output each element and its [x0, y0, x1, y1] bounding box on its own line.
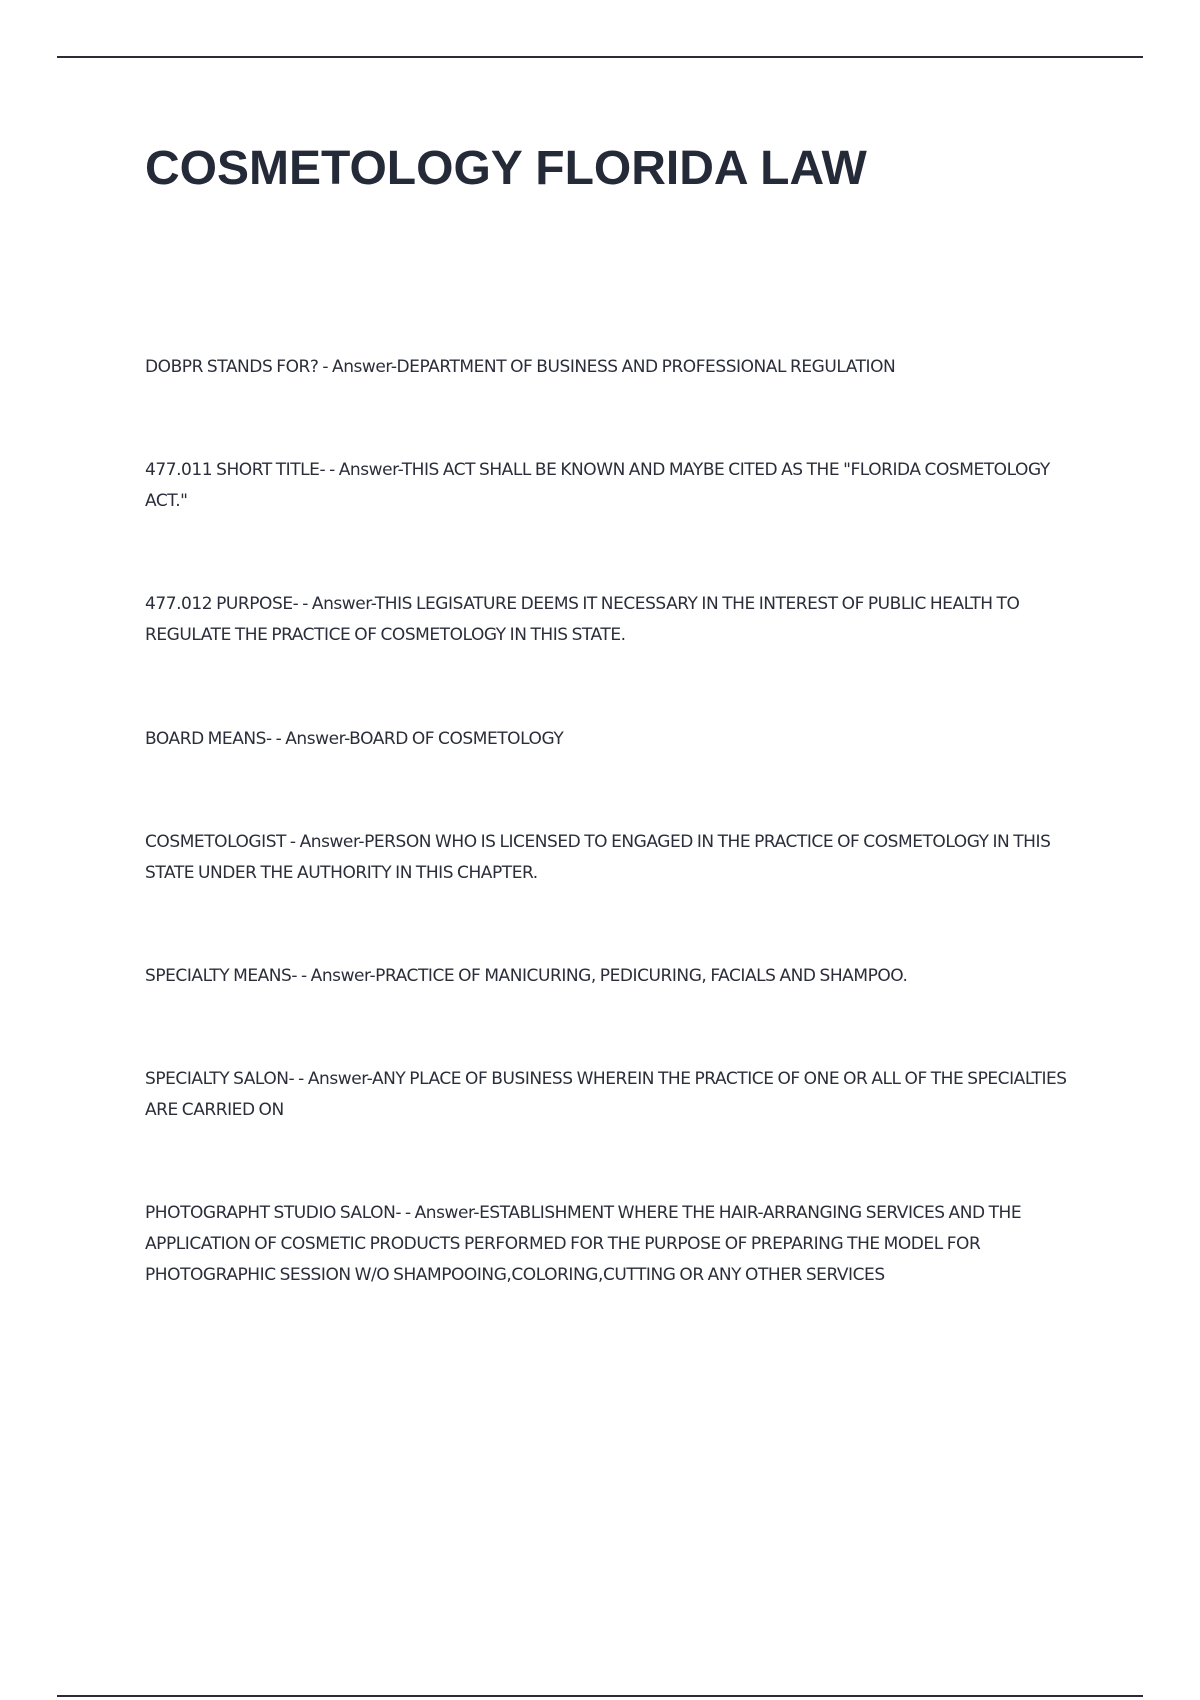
- bottom-rule: [57, 1695, 1143, 1697]
- qa-item: SPECIALTY SALON- - Answer-ANY PLACE OF BUSINESS WHEREIN THE PRACTICE OF ONE OR ALL OF THE SPECIALTIES ARE CARRIED ON: [145, 1069, 1067, 1120]
- qa-item: BOARD MEANS- - Answer-BOARD OF COSMETOLOGY: [145, 729, 564, 749]
- qa-item: DOBPR STANDS FOR? - Answer-DEPARTMENT OF BUSINESS AND PROFESSIONAL REGULATION: [145, 357, 896, 377]
- qa-item: 477.011 SHORT TITLE- - Answer-THIS ACT SHALL BE KNOWN AND MAYBE CITED AS THE "FLORIDA COSMETOLOGY ACT.": [145, 460, 1050, 511]
- qa-item: COSMETOLOGIST - Answer-PERSON WHO IS LICENSED TO ENGAGED IN THE PRACTICE OF COSMETOLOGY IN THIS STATE UNDER THE AUTHORITY IN THIS CHAPTER.: [145, 832, 1051, 883]
- top-rule: [57, 56, 1143, 58]
- document-title: COSMETOLOGY FLORIDA LAW: [145, 142, 867, 195]
- qa-item: 477.012 PURPOSE- - Answer-THIS LEGISATURE DEEMS IT NECESSARY IN THE INTEREST OF PUBLIC HEALTH TO REGULATE THE PRACTICE OF COSMETOLOGY IN THIS STATE.: [145, 594, 1020, 645]
- qa-item: SPECIALTY MEANS- - Answer-PRACTICE OF MANICURING, PEDICURING, FACIALS AND SHAMPOO.: [145, 966, 908, 986]
- qa-item: PHOTOGRAPHT STUDIO SALON- - Answer-ESTABLISHMENT WHERE THE HAIR-ARRANGING SERVICES AND THE APPLICATION OF COSMETIC PRODUCTS PERFORMED FOR THE PURPOSE OF PREPARING THE MODEL FOR PHOTOGRAPHIC SESSION W/O SHAMPOOING,COLORING,CUTTING OR ANY OTHER SERVICES: [145, 1203, 1022, 1285]
